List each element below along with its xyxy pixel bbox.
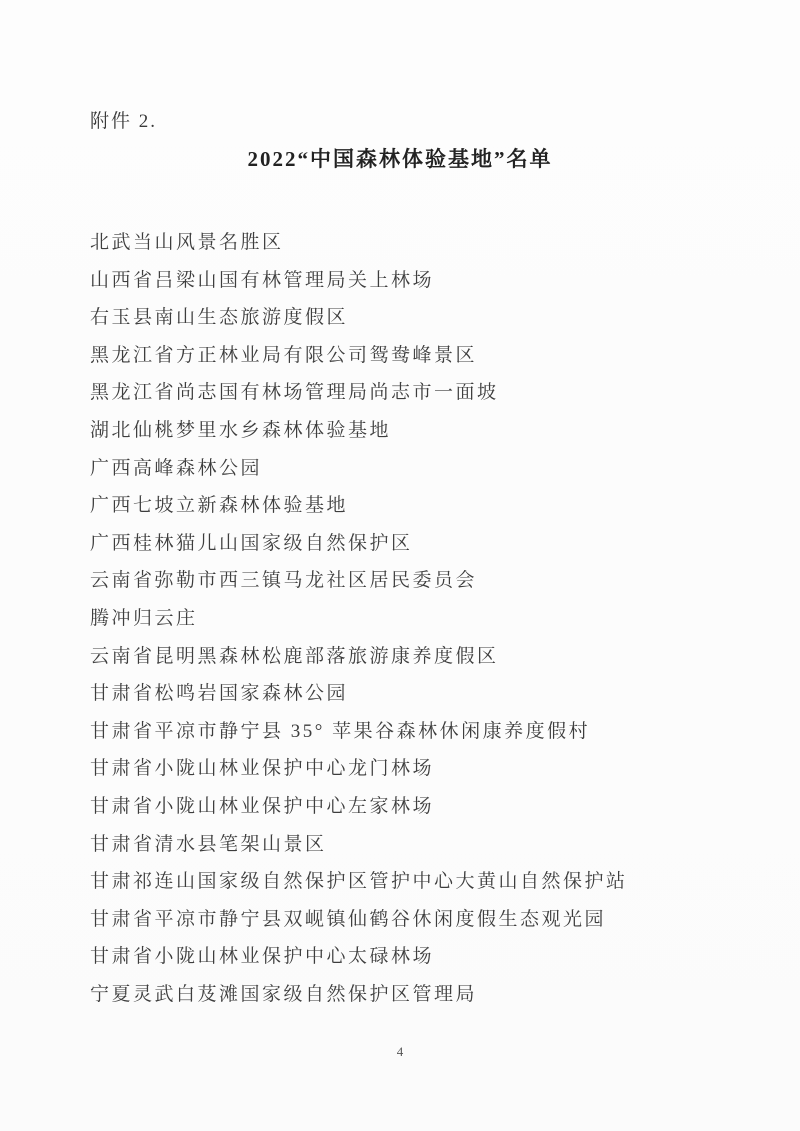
list-item: 北武当山风景名胜区 [90, 232, 284, 253]
list-item: 黑龙江省方正林业局有限公司鸳鸯峰景区 [90, 344, 478, 366]
list-item: 广西高峰森林公园 [90, 457, 263, 479]
list-item: 宁夏灵武白芨滩国家级自然保护区管理局 [90, 983, 478, 1005]
list-item: 腾冲归云庄 [90, 607, 198, 629]
list-item: 云南省弥勒市西三镇马龙社区居民委员会 [90, 570, 478, 592]
list-item: 甘肃省小陇山林业保护中心龙门林场 [90, 758, 435, 780]
forest-base-list [90, 224, 730, 1013]
list-item: 甘肃省小陇山林业保护中心太碌林场 [90, 946, 435, 968]
list-item: 甘肃省小陇山林业保护中心左家林场 [90, 795, 435, 817]
list-item: 广西七坡立新森林体验基地 [90, 495, 349, 517]
list-item: 甘肃省松鸣岩国家森林公园 [90, 683, 349, 705]
list-item: 甘肃祁连山国家级自然保护区管护中心大黄山自然保护站 [90, 871, 628, 893]
list-item: 甘肃省清水县笔架山景区 [90, 833, 327, 855]
list-item: 云南省昆明黑森林松鹿部落旅游康养度假区 [90, 645, 499, 667]
list-item: 广西桂林猫儿山国家级自然保护区 [90, 532, 413, 554]
list-item: 甘肃省平凉市静宁县 35° 苹果谷森林休闲康养度假村 [90, 720, 591, 742]
list-item: 山西省吕梁山国有林管理局关上林场 [90, 269, 435, 291]
page-number: 4 [396, 1044, 404, 1059]
list-item: 黑龙江省尚志国有林场管理局尚志市一面坡 [90, 382, 499, 404]
list-item: 右玉县南山生态旅游度假区 [90, 307, 349, 329]
list-item: 甘肃省平凉市静宁县双岘镇仙鹤谷休闲度假生态观光园 [90, 908, 607, 930]
list-item: 湖北仙桃梦里水乡森林体验基地 [90, 419, 392, 441]
attachment-label: 附件 2. [90, 111, 158, 132]
page-title: 2022“中国森林体验基地”名单 [247, 147, 553, 171]
